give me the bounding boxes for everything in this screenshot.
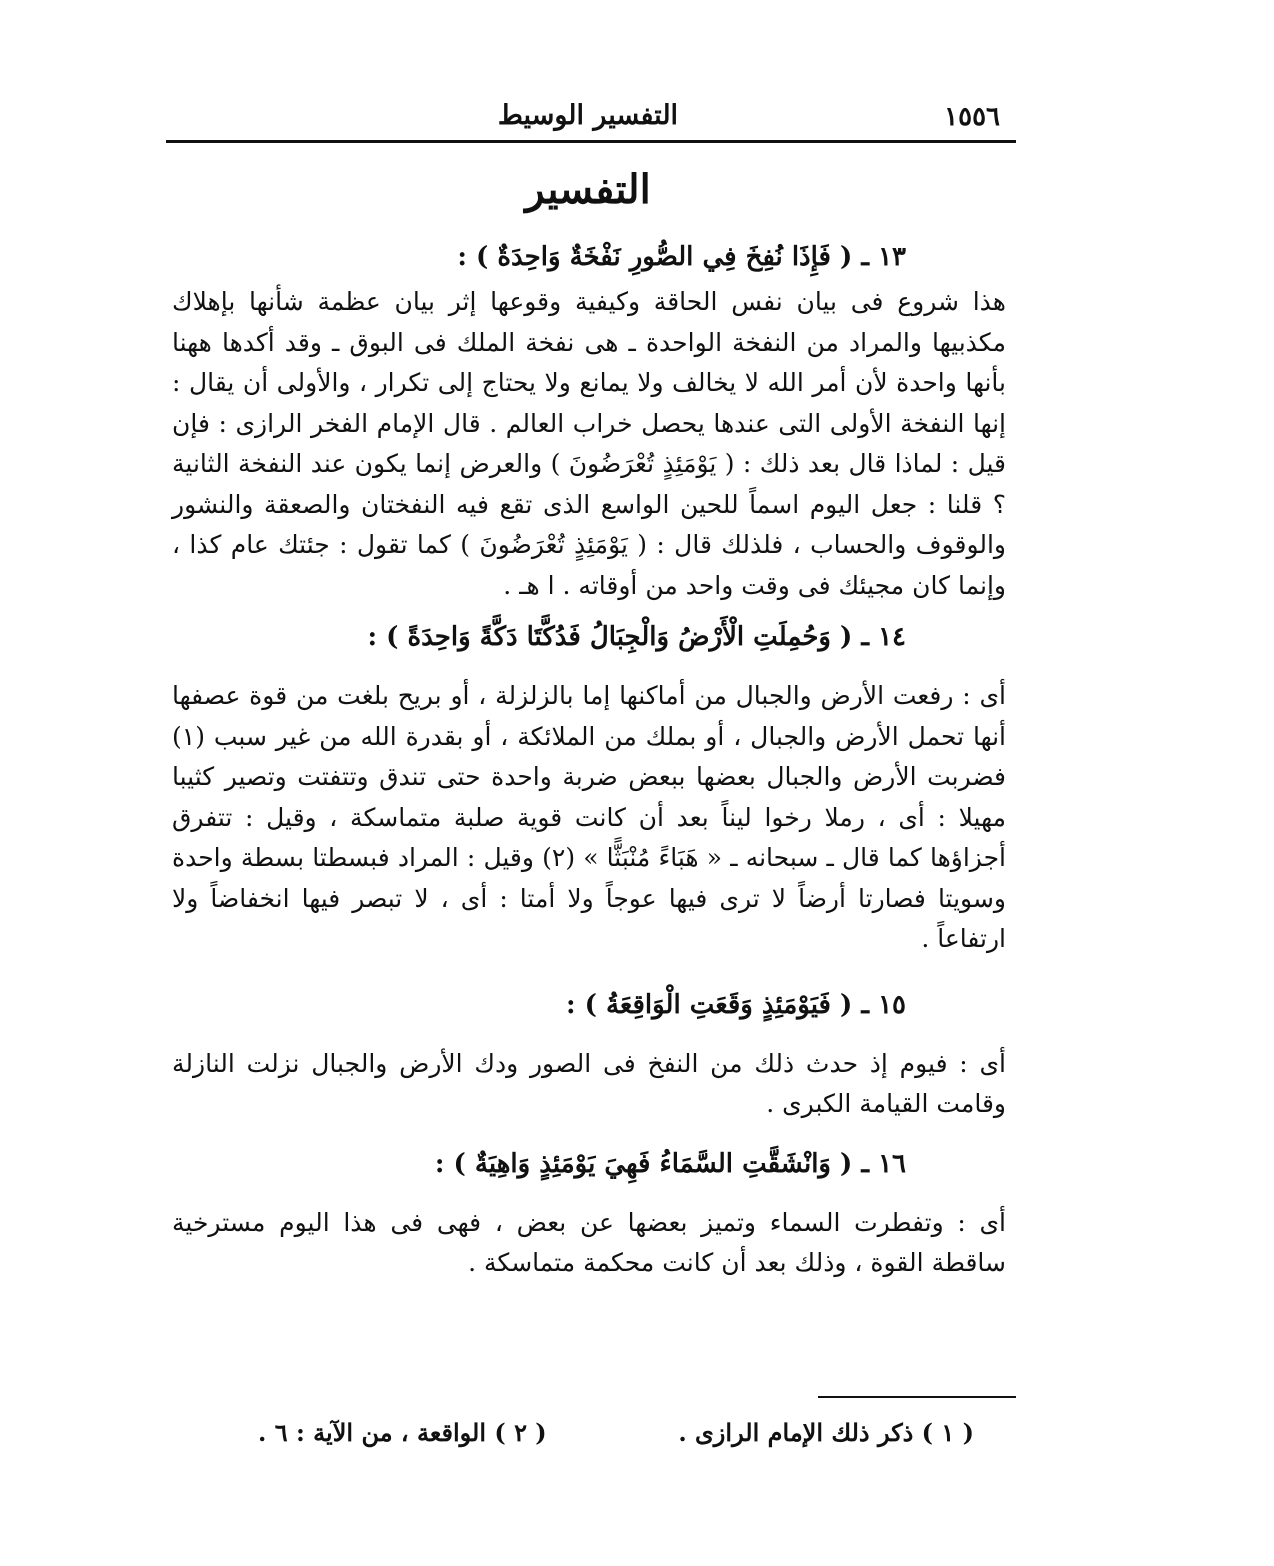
commentary-15: أى : فيوم إذ حدث ذلك من النفخ فى الصور ودك الأرض والجبال نزلت النازلة وقامت القيامة الكبرى . — [172, 1048, 1006, 1118]
verse-15: ١٥ ـ ( فَيَوْمَئِذٍ وَقَعَتِ الْوَاقِعَةُ ) : — [565, 989, 906, 1020]
header-divider — [166, 140, 1016, 143]
footnote-1: ( ١ ) ذكر ذلك الإمام الرازى . — [678, 1418, 974, 1447]
section-title: التفسير — [525, 166, 651, 213]
commentary-13: هذا شروع فى بيان نفس الحاقة وكيفية وقوعها إثر بيان عظمة شأنها بإهلاك مكذبيها والمراد من النفخة الواحدة ـ هى نفخة الملك فى البوق ـ وقد أكدها ههنا بأنها واحدة لأن أمر الله لا يخالف ولا يمانع ولا يحتاج إلى تكرار ، والأولى أن يقال : إنها النفخة الأولى التى عندها يحصل خراب العالم . قال الإمام الفخر الرازى : فإن قيل : لماذا قال بعد ذلك : ( يَوْمَئِذٍ تُعْرَضُونَ ) والعرض إنما يكون عند النفخة الثانية ؟ قلنا : جعل اليوم اسماً للحين الواسع الذى تقع فيه النفختان والصعقة والنشور والوقوف والحساب ، فلذلك قال : ( يَوْمَئِذٍ تُعْرَضُونَ ) كما تقول : جئتك عام كذا ، وإنما كان مجيئك فى وقت واحد من أوقاته . ا هـ . — [172, 287, 1006, 600]
verse-13: ١٣ ـ ( فَإِذَا نُفِخَ فِي الصُّورِ نَفْخَةٌ وَاحِدَةٌ ) : — [457, 242, 906, 272]
verse-14: ١٤ ـ ( وَحُمِلَتِ الْأَرْضُ وَالْجِبَالُ فَدُكَّتَا دَكَّةً وَاحِدَةً ) : — [367, 622, 906, 652]
book-title: التفسير الوسيط — [497, 100, 679, 131]
footnote-divider — [818, 1396, 1016, 1398]
commentary-16: أى : وتفطرت السماء وتميز بعضها عن بعض ، فهى فى هذا اليوم مسترخية ساقطة القوة ، وذلك بعد أن كانت محكمة متماسكة . — [172, 1207, 1006, 1277]
footnotes — [180, 1418, 980, 1458]
tafsir-content — [172, 232, 1006, 1284]
commentary-14: أى : رفعت الأرض والجبال من أماكنها إما بالزلزلة ، أو بريح بلغت من قوة عصفها أنها تحمل الأرض والجبال ، أو بملك من الملائكة ، أو بقدرة الله من غير سبب (١) فضربت الأرض والجبال بعضها ببعض ضربة واحدة حتى تندق وتتفتت وتصير كثيبا مهيلا : أى ، رملا رخوا ليناً بعد أن كانت قوية صلبة متماسكة ، وقيل : تتفرق أجزاؤها كما قال ـ سبحانه ـ « هَبَاءً مُنْبَثًّا » (٢) وقيل : المراد فبسطتا بسطة واحدة وسويتا فصارتا أرضاً لا ترى فيها عوجاً ولا أمتا : أى ، لا تبصر فيها انخفاضاً ولا ارتفاعاً . — [172, 681, 1006, 953]
footnote-2: ( ٢ ) الواقعة ، من الآية : ٦ . — [258, 1418, 547, 1447]
page-header — [168, 96, 1008, 136]
page-number: ١٥٥٦ — [944, 102, 1000, 132]
verse-16: ١٦ ـ ( وَانْشَقَّتِ السَّمَاءُ فَهِيَ يَوْمَئِذٍ وَاهِيَةٌ ) : — [434, 1148, 906, 1179]
